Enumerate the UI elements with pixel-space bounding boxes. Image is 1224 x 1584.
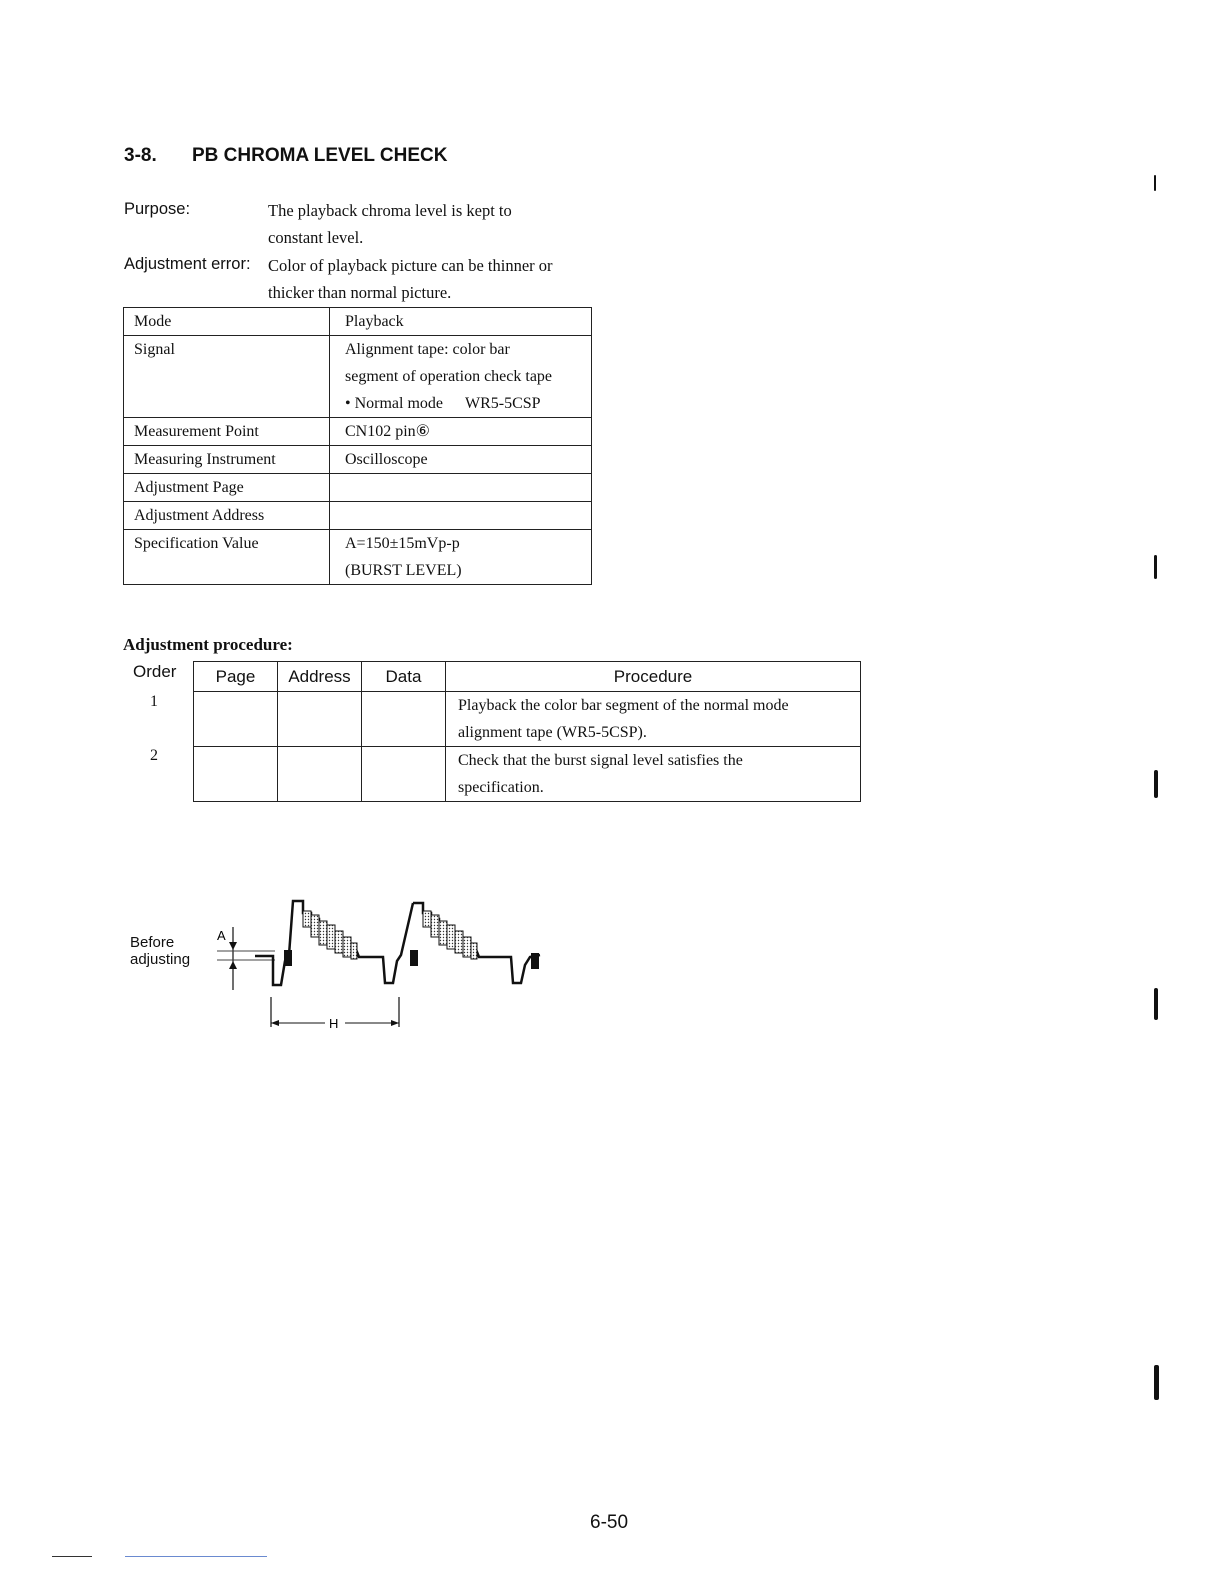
procedure-cell-data xyxy=(362,747,446,802)
spec-key-measurement-point: Measurement Point xyxy=(124,418,330,446)
spec-value-specification-value xyxy=(330,530,592,585)
procedure-step-2-line2: specification. xyxy=(458,779,544,796)
signal-mode-label: • Normal mode xyxy=(345,395,444,412)
spec-key-adjustment-page: Adjustment Page xyxy=(124,474,330,502)
purpose-text-line1: The playback chroma level is kept to xyxy=(268,201,512,220)
dimension-label-a: A xyxy=(217,928,226,943)
color-bar-steps-2 xyxy=(423,911,477,959)
spec-row-measurement-point xyxy=(124,418,592,446)
procedure-cell-page xyxy=(194,692,278,747)
spec-key-signal: Signal xyxy=(124,336,330,418)
spec-row-specification-value xyxy=(124,530,592,585)
color-bar-steps-1 xyxy=(303,911,357,959)
signal-line2: segment of operation check tape xyxy=(345,368,553,385)
procedure-cell-address xyxy=(278,692,362,747)
procedure-header-row xyxy=(194,662,861,692)
order-number-2: 2 xyxy=(150,747,158,764)
specification-value-line2: (BURST LEVEL) xyxy=(345,562,462,579)
adjustment-error-text-line1: Color of playback picture can be thinner or xyxy=(268,256,553,275)
bottom-rule xyxy=(52,1556,92,1557)
column-header-page: Page xyxy=(194,662,278,692)
procedure-step-1-line1: Playback the color bar segment of the normal mode xyxy=(458,697,789,714)
spec-row-adjustment-page xyxy=(124,474,592,502)
procedure-cell-address xyxy=(278,747,362,802)
procedure-step-1-line2: alignment tape (WR5-5CSP). xyxy=(458,724,647,741)
spec-row-mode xyxy=(124,308,592,336)
waveform-caption-line1: Before xyxy=(130,934,175,951)
binding-mark xyxy=(1154,988,1158,1020)
spec-row-measuring-instrument xyxy=(124,446,592,474)
procedure-row xyxy=(194,747,861,802)
spec-key-adjustment-address: Adjustment Address xyxy=(124,502,330,530)
spec-key-measuring-instrument: Measuring Instrument xyxy=(124,446,330,474)
adjustment-error-label: Adjustment error: xyxy=(124,255,251,273)
purpose-text-line2: constant level. xyxy=(268,228,364,247)
purpose-label: Purpose: xyxy=(124,200,191,218)
burst-block-3 xyxy=(531,953,539,969)
signal-tape-name: WR5-5CSP xyxy=(465,395,541,412)
dimension-a-arrow-bottom xyxy=(229,961,237,969)
procedure-cell-text xyxy=(446,747,861,802)
spec-value-adjustment-page xyxy=(330,474,592,502)
procedure-step-2-line1: Check that the burst signal level satisfies the xyxy=(458,752,743,769)
adjustment-error-text-line2: thicker than normal picture. xyxy=(268,283,452,302)
dimension-h-arrow-right xyxy=(391,1020,399,1026)
dimension-label-h: H xyxy=(329,1016,339,1031)
column-header-data: Data xyxy=(362,662,446,692)
spec-key-specification-value: Specification Value xyxy=(124,530,330,585)
dimension-h-arrow-left xyxy=(271,1020,279,1026)
section-title: PB CHROMA LEVEL CHECK xyxy=(192,145,448,166)
binding-mark xyxy=(1154,770,1158,798)
procedure-cell-text xyxy=(446,692,861,747)
waveform-diagram xyxy=(205,885,555,1035)
spec-value-signal xyxy=(330,336,592,418)
spec-value-mode: Playback xyxy=(330,308,592,336)
dimension-a-arrow-top xyxy=(229,942,237,950)
waveform-caption xyxy=(130,934,190,968)
order-number-1: 1 xyxy=(150,693,158,710)
spec-row-signal xyxy=(124,336,592,418)
procedure-heading: Adjustment procedure: xyxy=(123,635,293,654)
signal-line3 xyxy=(345,390,591,417)
specification-table xyxy=(123,307,592,585)
binding-mark xyxy=(1154,555,1157,579)
specification-value-line1: A=150±15mVp-p xyxy=(345,535,460,552)
spec-value-measurement-point: CN102 pin⑥ xyxy=(330,418,592,446)
section-heading xyxy=(124,145,447,167)
binding-mark xyxy=(1154,1365,1159,1400)
waveform-caption-line2: adjusting xyxy=(130,951,191,968)
spec-row-adjustment-address xyxy=(124,502,592,530)
procedure-cell-page xyxy=(194,747,278,802)
section-number: 3-8. xyxy=(124,145,157,166)
procedure-row xyxy=(194,692,861,747)
signal-line1: Alignment tape: color bar xyxy=(345,341,510,358)
burst-block-1 xyxy=(284,950,292,966)
procedure-table xyxy=(193,661,861,802)
bottom-rule xyxy=(125,1556,267,1557)
order-column-header: Order xyxy=(133,662,177,681)
page-number: 6-50 xyxy=(590,1512,629,1533)
procedure-cell-data xyxy=(362,692,446,747)
column-header-procedure: Procedure xyxy=(446,662,861,692)
spec-value-adjustment-address xyxy=(330,502,592,530)
burst-block-2 xyxy=(410,950,418,966)
spec-key-mode: Mode xyxy=(124,308,330,336)
column-header-address: Address xyxy=(278,662,362,692)
spec-value-measuring-instrument: Oscilloscope xyxy=(330,446,592,474)
binding-mark xyxy=(1154,175,1156,191)
